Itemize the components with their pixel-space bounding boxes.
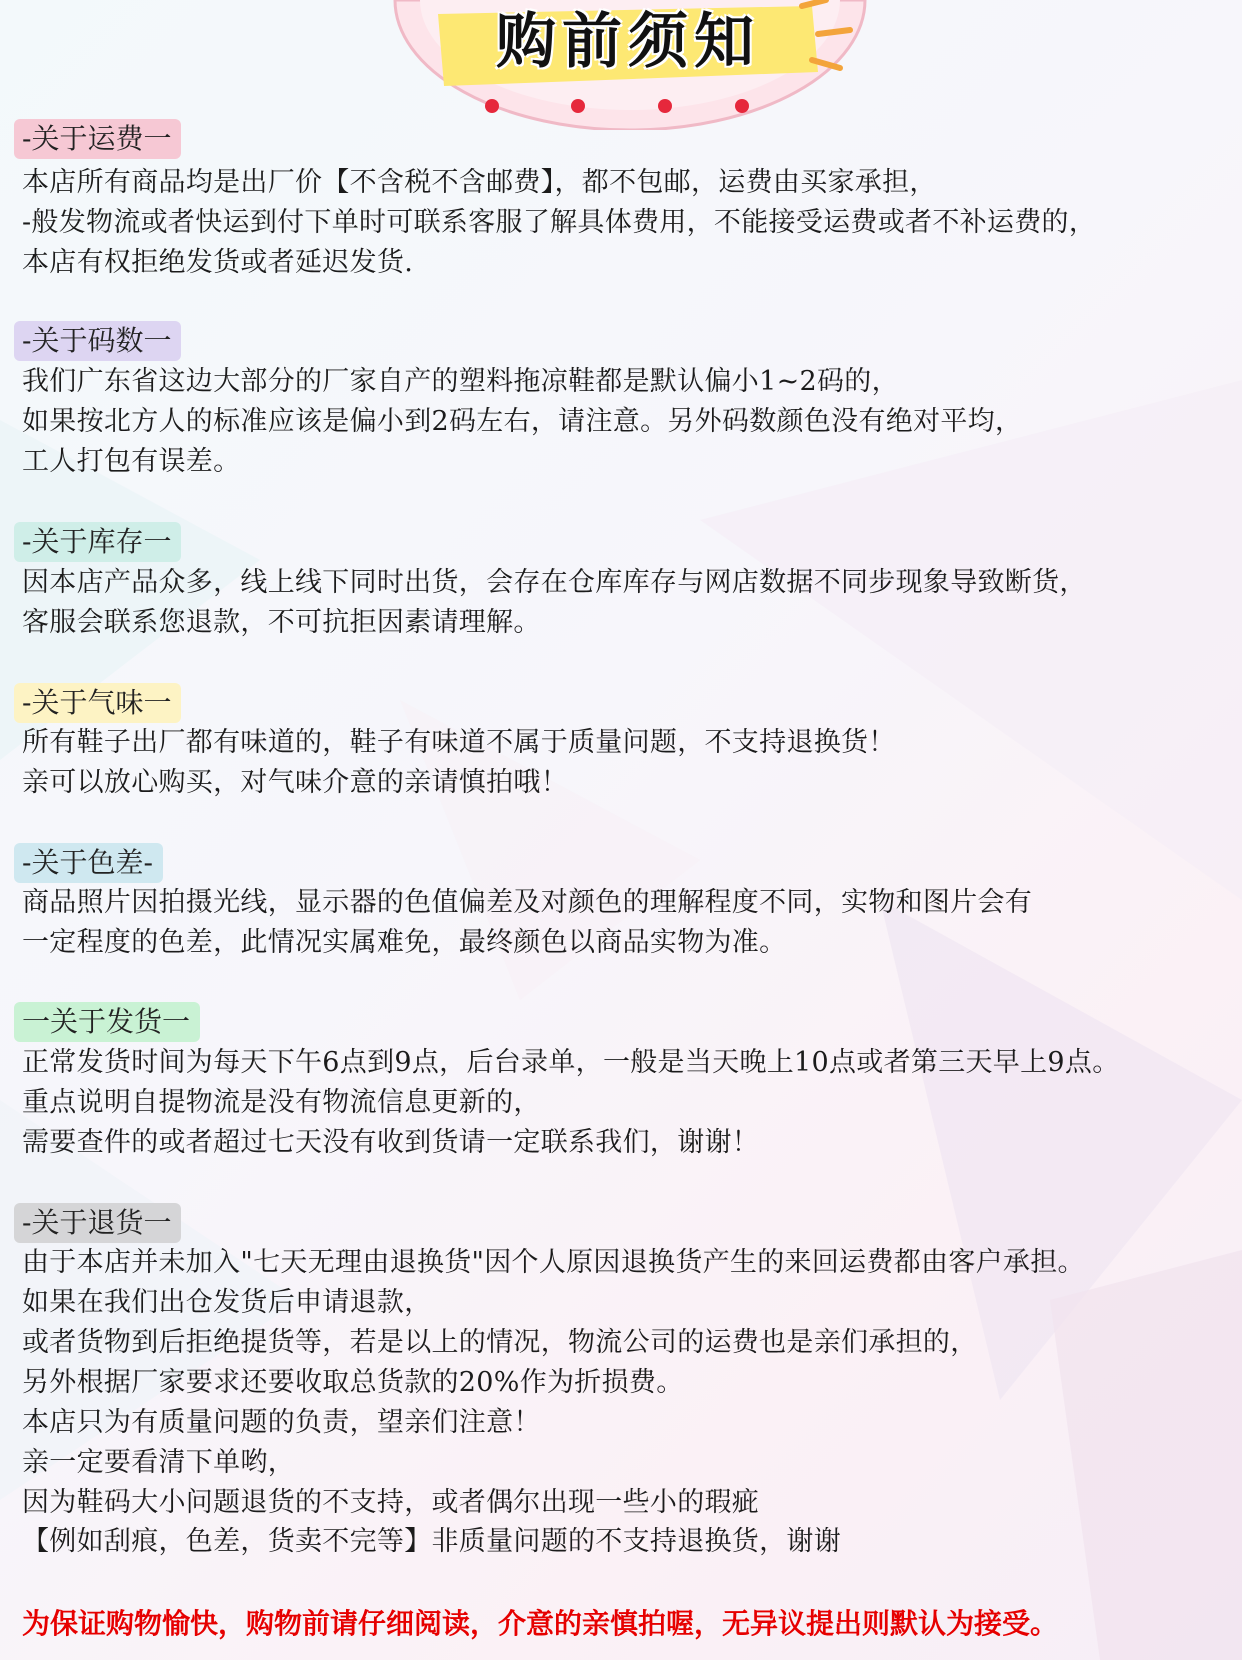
section-text-line: 正常发货时间为每天下午6点到9点，后台录单，一般是当天晚上10点或者第三天早上9点。 xyxy=(22,1047,1120,1078)
section-text-line: 如果在我们出仓发货后申请退款， xyxy=(22,1287,432,1318)
section-tag-stock: -关于库存一 xyxy=(14,522,181,562)
section-text-line: 亲可以放心购买，对气味介意的亲请慎拍哦！ xyxy=(22,767,568,798)
section-text-line: 另外根据厂家要求还要收取总货款的20%作为折损费。 xyxy=(22,1367,684,1398)
section-text-line: 如果按北方人的标准应该是偏小到2码左右，请注意。另外码数颜色没有绝对平均， xyxy=(22,406,1023,437)
section-tag-shipping-fee: -关于运费一 xyxy=(14,119,181,159)
section-tag-delivery: 一关于发货一 xyxy=(14,1002,200,1042)
section-text-line: 【例如刮痕，色差，货卖不完等】非质量问题的不支持退换货，谢谢 xyxy=(22,1526,841,1557)
section-text-line: 需要查件的或者超过七天没有收到货请一定联系我们，谢谢！ xyxy=(22,1127,760,1158)
page-title: 购前须知 xyxy=(496,7,760,77)
section-text-line: -般发物流或者快运到付下单时可联系客服了解具体费用，不能接受运费或者不补运费的， xyxy=(22,207,1097,238)
section-text-line: 因为鞋码大小问题退货的不支持，或者偶尔出现一些小的瑕疵 xyxy=(22,1487,760,1518)
section-tag-returns: -关于退货一 xyxy=(14,1203,181,1243)
section-text-line: 本店只为有质量问题的负责，望亲们注意！ xyxy=(22,1407,541,1438)
section-text-line: 因本店产品众多，线上线下同时出货，会存在仓库库存与网店数据不同步现象导致断货， xyxy=(22,567,1087,598)
section-tag-color-difference: -关于色差- xyxy=(14,843,163,883)
section-text-line: 本店有权拒绝发货或者延迟发货. xyxy=(22,247,414,278)
section-text-line: 工人打包有误差。 xyxy=(22,446,241,477)
section-text-line: 客服会联系您退款，不可抗拒因素请理解。 xyxy=(22,607,541,638)
section-tag-odor: -关于气味一 xyxy=(14,683,181,723)
section-text-line: 一定程度的色差，此情况实属难免，最终颜色以商品实物为准。 xyxy=(22,927,787,958)
section-text-line: 商品照片因拍摄光线，显示器的色值偏差及对颜色的理解程度不同，实物和图片会有 xyxy=(22,887,1033,918)
section-text-line: 亲一定要看清下单哟， xyxy=(22,1447,295,1478)
section-text-line: 我们广东省这边大部分的厂家自产的塑料拖凉鞋都是默认偏小1~2码的， xyxy=(22,366,899,397)
section-tag-sizing: -关于码数一 xyxy=(14,321,181,361)
footer-notice: 为保证购物愉快，购物前请仔细阅读，介意的亲慎拍喔，无异议提出则默认为接受。 xyxy=(22,1607,1059,1640)
section-text-line: 本店所有商品均是出厂价【不含税不含邮费】，都不包邮，运费由买家承担， xyxy=(22,167,937,198)
section-text-line: 或者货物到后拒绝提货等，若是以上的情况，物流公司的运费也是亲们承担的， xyxy=(22,1327,978,1358)
section-text-line: 所有鞋子出厂都有味道的，鞋子有味道不属于质量问题，不支持退换货！ xyxy=(22,727,896,758)
section-text-line: 由于本店并未加入"七天无理由退换货"因个人原因退换货产生的来回运费都由客户承担。 xyxy=(22,1247,1085,1278)
section-text-line: 重点说明自提物流是没有物流信息更新的， xyxy=(22,1087,541,1118)
